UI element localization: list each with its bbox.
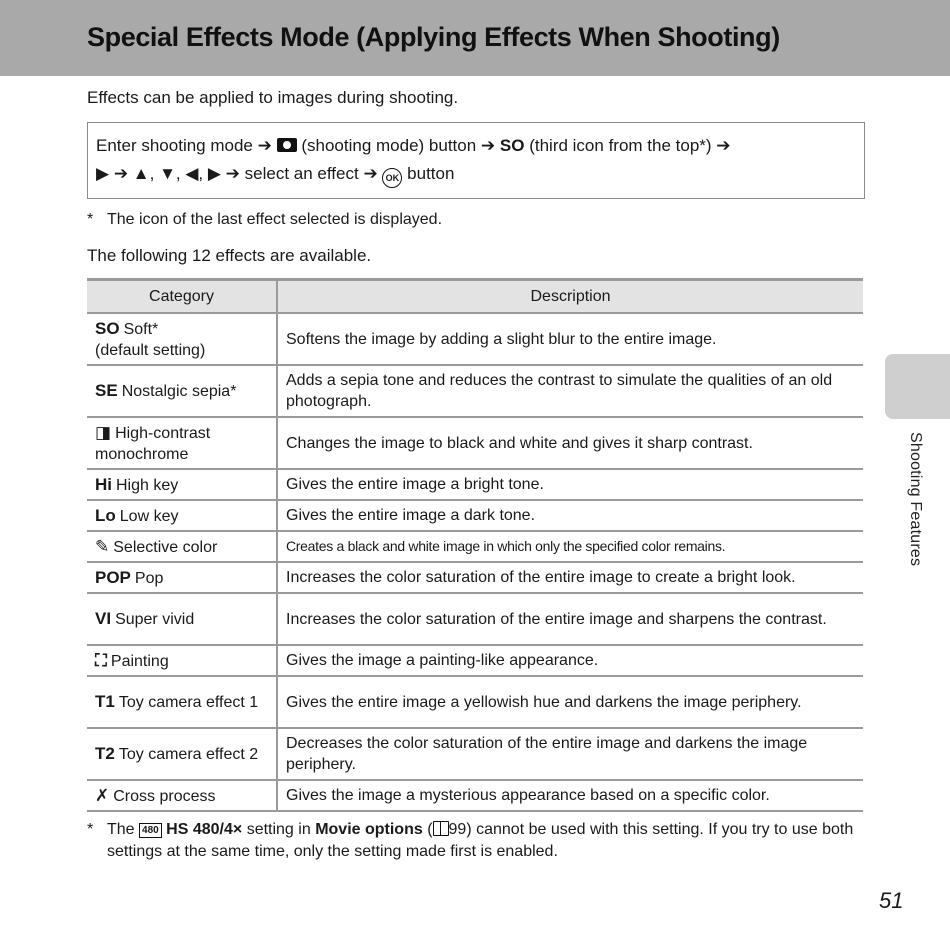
description-cell: Gives the image a mysterious appearance based on a specific color. bbox=[277, 780, 863, 811]
super-vivid-icon: VI bbox=[95, 609, 112, 628]
footnote-movie-options: * The 480 HS 480/4× setting in Movie options ( 99) cannot be used with this setting. If you try to use both settings at the same time, only the setting made first is enabled. bbox=[87, 821, 854, 860]
table-row bbox=[87, 500, 863, 531]
arrow-icon: ➔ bbox=[716, 136, 731, 155]
category-cell bbox=[87, 676, 277, 728]
table-row bbox=[87, 593, 863, 645]
category-label: Soft* (default setting) bbox=[95, 320, 206, 359]
footnote-text: The icon of the last effect selected is displayed. bbox=[107, 211, 443, 228]
low-key-icon: Lo bbox=[95, 505, 116, 525]
page-number: 51 bbox=[879, 888, 904, 913]
footnote-text: cannot be used with this setting. If you try to use both settings at the same time, only the setting made first is enabled. bbox=[107, 821, 854, 860]
procedure-box bbox=[87, 122, 865, 199]
category-label: Super vivid bbox=[115, 611, 195, 628]
arrow-icon: ➔ bbox=[113, 164, 129, 183]
soft-effect-icon: SO bbox=[499, 136, 525, 155]
description-cell: Gives the entire image a dark tone. bbox=[277, 500, 863, 531]
arrow-icon: ➔ bbox=[480, 136, 496, 155]
description-cell: Creates a black and white image in which only the specified color remains. bbox=[277, 531, 863, 562]
description-cell: Gives the image a painting-like appearance. bbox=[277, 645, 863, 676]
category-cell bbox=[87, 500, 277, 531]
description-cell: Gives the entire image a yellowish hue and darkens the image periphery. bbox=[277, 676, 863, 728]
category-cell bbox=[87, 417, 277, 469]
category-cell bbox=[87, 562, 277, 593]
menu-name: Movie options bbox=[315, 821, 423, 838]
painting-icon: ⛶ bbox=[95, 650, 107, 670]
section-tab bbox=[885, 354, 950, 419]
category-label: Toy camera effect 2 bbox=[118, 746, 259, 763]
arrow-icon: ➔ bbox=[363, 164, 378, 183]
column-header-description: Description bbox=[277, 280, 863, 314]
toy-camera-2-icon: T2 bbox=[95, 744, 115, 763]
footnote-marker: * bbox=[87, 211, 94, 228]
pop-icon: POP bbox=[95, 567, 131, 587]
multi-selector-icons: ▲, ▼, ◀, ▶ bbox=[132, 164, 221, 183]
hs-movie-icon: 480 bbox=[139, 823, 162, 838]
description-cell: Adds a sepia tone and reduces the contrast to simulate the qualities of an old photograph. bbox=[277, 365, 863, 417]
procedure-step-5: button bbox=[407, 164, 455, 183]
footnote-text: The bbox=[107, 821, 135, 838]
camera-icon bbox=[277, 138, 297, 152]
column-header-category: Category bbox=[87, 280, 277, 314]
category-label: Painting bbox=[110, 652, 169, 670]
arrow-icon: ➔ bbox=[257, 136, 272, 155]
arrow-icon: ➔ bbox=[225, 164, 240, 183]
ok-button-icon: OK bbox=[382, 168, 402, 188]
effects-table bbox=[87, 278, 863, 812]
table-header-row bbox=[87, 280, 863, 314]
table-row bbox=[87, 365, 863, 417]
footnote-marker: * bbox=[87, 821, 94, 838]
monochrome-icon: ◨ bbox=[95, 422, 112, 442]
category-label: High key bbox=[116, 476, 179, 494]
section-label: Shooting Features bbox=[907, 432, 924, 567]
header-bar bbox=[0, 0, 950, 76]
footnote-text: setting in bbox=[246, 821, 311, 838]
description-cell: Changes the image to black and white and gives it sharp contrast. bbox=[277, 417, 863, 469]
category-label: Selective color bbox=[113, 538, 218, 556]
table-row bbox=[87, 469, 863, 500]
table-row bbox=[87, 313, 863, 365]
soft-icon: SO bbox=[95, 318, 120, 338]
category-cell bbox=[87, 365, 277, 417]
page-title: Special Effects Mode (Applying Effects When Shooting) bbox=[87, 22, 780, 52]
procedure-step-1: Enter shooting mode bbox=[96, 136, 253, 155]
category-label: Pop bbox=[134, 569, 164, 587]
procedure-step-3: (third icon from the top*) bbox=[529, 136, 712, 155]
category-cell bbox=[87, 728, 277, 780]
sepia-icon: SE bbox=[95, 381, 118, 400]
intro-text: Effects can be applied to images during shooting. bbox=[87, 88, 459, 107]
category-label: Toy camera effect 1 bbox=[118, 694, 259, 711]
category-cell bbox=[87, 645, 277, 676]
category-label: Low key bbox=[119, 507, 179, 525]
category-cell bbox=[87, 593, 277, 645]
footnote-icon-displayed bbox=[87, 211, 442, 229]
description-cell: Gives the entire image a bright tone. bbox=[277, 469, 863, 500]
table-row bbox=[87, 780, 863, 811]
table-row bbox=[87, 417, 863, 469]
category-cell bbox=[87, 531, 277, 562]
category-label: Nostalgic sepia* bbox=[121, 383, 237, 400]
page-reference: 99 bbox=[448, 821, 467, 838]
category-cell bbox=[87, 469, 277, 500]
selective-color-icon: ✎ bbox=[95, 536, 110, 556]
procedure-step-4: select an effect bbox=[244, 164, 359, 183]
movie-setting-name: HS 480/4× bbox=[166, 821, 243, 838]
category-label: Cross process bbox=[113, 787, 216, 805]
procedure-step-2: (shooting mode) button bbox=[301, 136, 477, 155]
book-reference-icon bbox=[433, 821, 449, 836]
category-label: High-contrast monochrome bbox=[95, 424, 211, 463]
category-cell bbox=[87, 780, 277, 811]
table-row bbox=[87, 531, 863, 562]
description-cell: Decreases the color saturation of the entire image and darkens the image periphery. bbox=[277, 728, 863, 780]
table-row bbox=[87, 562, 863, 593]
category-cell bbox=[87, 313, 277, 365]
table-row bbox=[87, 676, 863, 728]
description-cell: Softens the image by adding a slight blur to the entire image. bbox=[277, 313, 863, 365]
table-row bbox=[87, 728, 863, 780]
table-row bbox=[87, 645, 863, 676]
description-cell: Increases the color saturation of the entire image to create a bright look. bbox=[277, 562, 863, 593]
right-triangle-icon: ▶ bbox=[96, 164, 110, 183]
high-key-icon: Hi bbox=[95, 474, 112, 494]
toy-camera-1-icon: T1 bbox=[95, 692, 115, 711]
cross-process-icon: ✗ bbox=[95, 785, 110, 805]
available-effects-text: The following 12 effects are available. bbox=[87, 246, 372, 265]
description-cell: Increases the color saturation of the entire image and sharpens the contrast. bbox=[277, 593, 863, 645]
